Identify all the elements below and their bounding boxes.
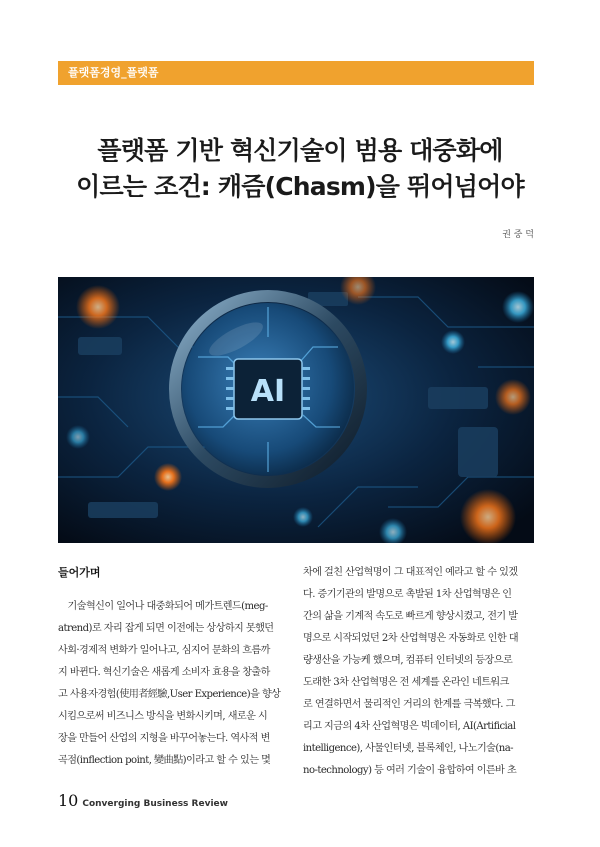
text-line: 사회·경제적 변화가 일어나고, 심지어 문화의 흐름까 <box>58 645 270 656</box>
circuit-board-illustration <box>58 277 534 543</box>
text-line: 시킴으로써 비즈니스 방식을 변화시키며, 새로운 시 <box>58 711 268 722</box>
text-line: 지 바뀐다. 혁신기술은 새롭게 소비자 효용을 창출하 <box>58 667 270 678</box>
text-line: 고 사용자경험(使用者經驗,User Experience)을 향상 <box>58 689 281 700</box>
text-line: 곡점(inflection point, 變曲點)이라고 할 수 있는 몇 <box>58 755 271 766</box>
text-line: 리고 지금의 4차 산업혁명은 빅데이터, AI(Artificial <box>303 721 516 732</box>
text-line: 로 연결하면서 물리적인 거리의 한계를 극복했다. 그 <box>303 699 515 710</box>
journal-name: Converging Business Review <box>82 799 228 809</box>
hero-image <box>58 277 534 543</box>
text-line: no-technology) 등 여러 기술이 융합하여 이른바 초 <box>303 765 517 776</box>
article-title <box>58 133 542 205</box>
title-line: 플랫폼 기반 혁신기술이 범용 대중화에 <box>97 136 503 165</box>
page-number: 10 <box>58 791 79 810</box>
title-line: 이르는 조건: 캐즘(Chasm)을 뛰어넘어야 <box>76 172 524 201</box>
text-line: 간의 삶을 기계적 속도로 빠르게 향상시켰고, 전기 발 <box>303 611 518 622</box>
section-label-bar: 플랫폼경영_플랫폼 <box>58 61 534 85</box>
author-name: 권 중 덕 <box>502 230 534 240</box>
text-line: intelligence), 사물인터넷, 블록체인, 나노기술(na- <box>303 743 514 754</box>
text-line: atrend)로 자리 잡게 되면 이전에는 상상하지 못했던 <box>58 623 274 634</box>
section-heading: 들어가며 <box>58 566 101 579</box>
body-column-right <box>303 562 535 782</box>
text-line: 차에 걸친 산업혁명이 그 대표적인 예라고 할 수 있겠 <box>303 567 518 578</box>
text-line: 기술혁신이 일어나 대중화되어 메가트렌드(meg- <box>58 601 268 612</box>
text-line: 량생산을 가능케 했으며, 컴퓨터 인터넷의 등장으로 <box>303 655 513 666</box>
body-column-left <box>58 562 290 772</box>
text-line: 다. 증기기관의 발명으로 촉발된 1차 산업혁명은 인 <box>303 589 512 600</box>
page-footer <box>58 791 228 810</box>
text-line: 도래한 3차 산업혁명은 전 세계를 온라인 네트워크 <box>303 677 509 688</box>
chip-label: AI <box>250 374 286 409</box>
body-paragraph <box>58 596 290 772</box>
text-line: 명으로 시작되었던 2차 산업혁명은 자동화로 인한 대 <box>303 633 519 644</box>
body-paragraph <box>303 562 535 782</box>
text-line: 장을 만들어 산업의 지형을 바꾸어놓는다. 역사적 변 <box>58 733 270 744</box>
